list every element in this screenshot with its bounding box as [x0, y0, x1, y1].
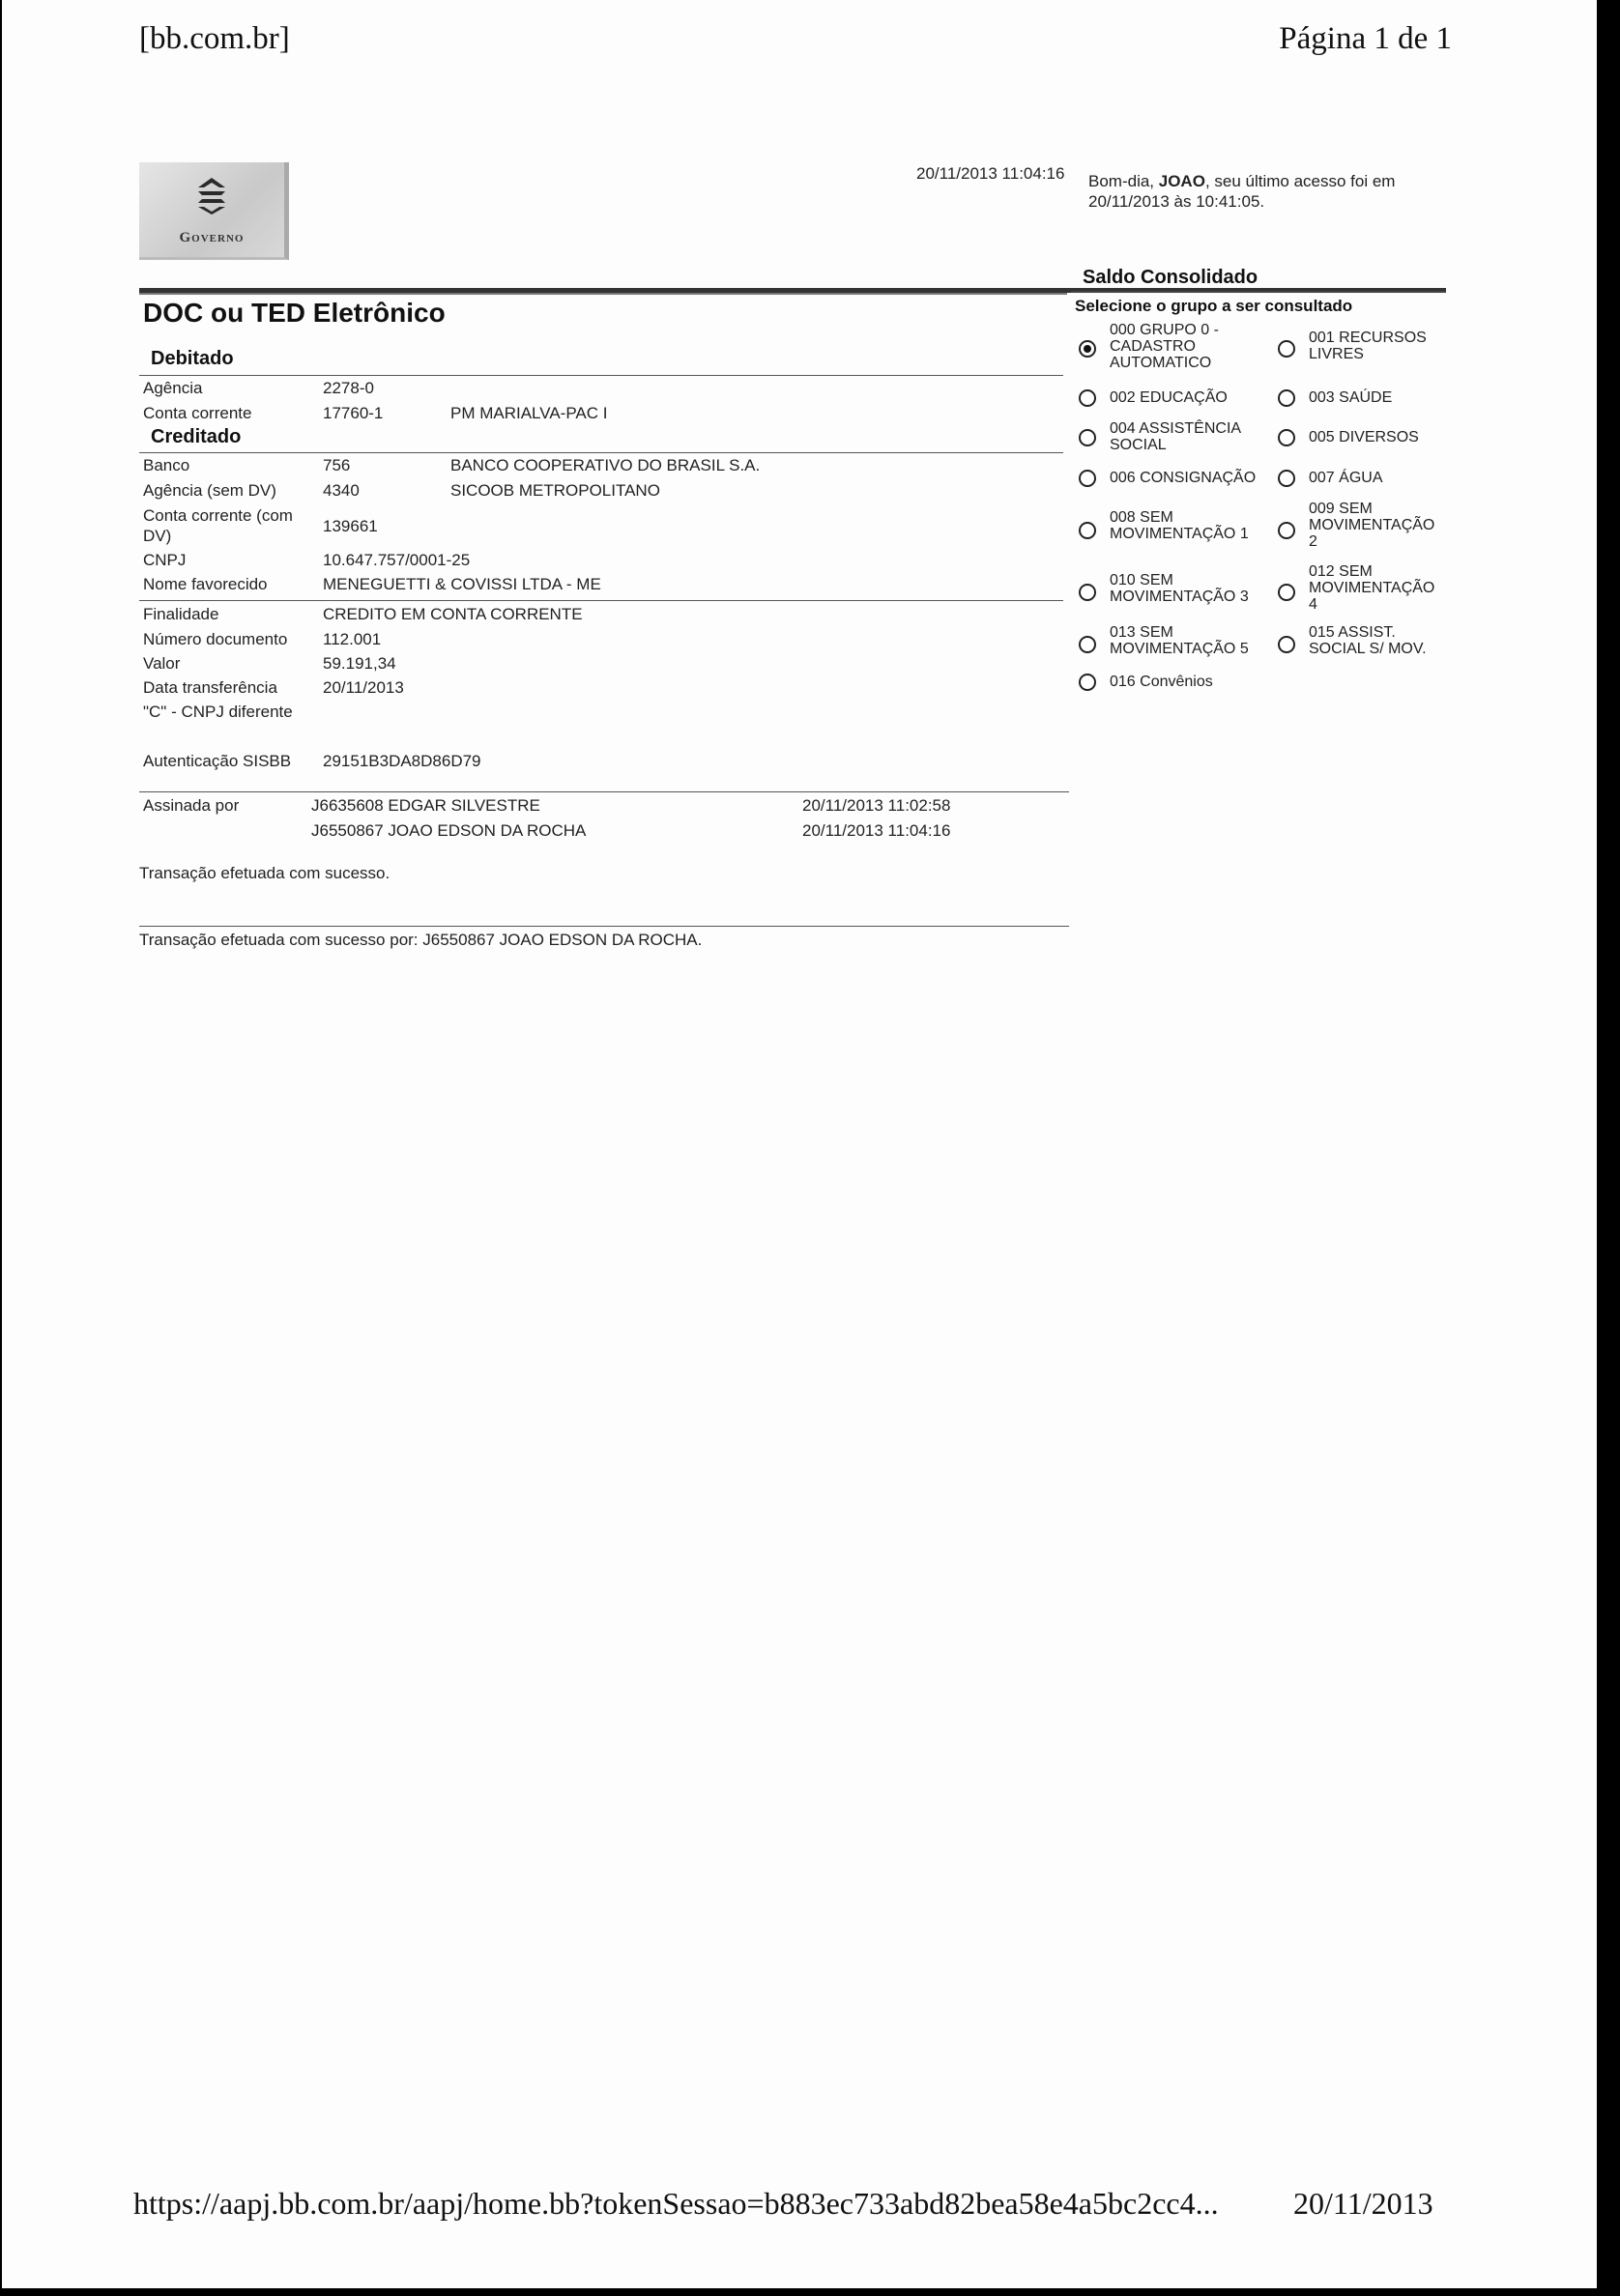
header-page-number: Página 1 de 1	[1279, 21, 1452, 56]
grupo-radio-3[interactable]	[1278, 389, 1295, 407]
creditado-agencia-value: 4340	[323, 481, 360, 500]
grupo-option-line: 012 SEM	[1309, 563, 1373, 580]
debitado-conta-label: Conta corrente	[143, 404, 252, 422]
grupo-option-label-14[interactable]	[1110, 674, 1213, 690]
sucesso-divider	[139, 926, 1069, 927]
sucesso-por-message: Transação efetuada com sucesso por: J6550867 JOAO EDSON DA ROCHA.	[139, 931, 703, 949]
greeting-post: , seu último acesso foi em 20/11/2013 às 10:41:05.	[1088, 172, 1396, 211]
grupo-radio-1[interactable]	[1278, 340, 1295, 358]
finalidade-value: CREDITO EM CONTA CORRENTE	[323, 605, 583, 623]
grupo-option-line: CADASTRO	[1110, 338, 1196, 355]
assinatura-1-data: 20/11/2013 11:02:58	[802, 796, 951, 815]
grupo-radio-5[interactable]	[1278, 429, 1295, 446]
grupo-option-line: 008 SEM	[1110, 509, 1173, 526]
header-site: [bb.com.br]	[139, 21, 290, 56]
debitado-divider	[139, 375, 1063, 376]
debitado-heading: Debitado	[151, 348, 234, 369]
sucesso-message: Transação efetuada com sucesso.	[139, 864, 391, 882]
creditado-conta-label-1: Conta corrente (com	[143, 506, 293, 525]
grupo-option-line: MOVIMENTAÇÃO 3	[1110, 588, 1249, 605]
creditado-banco-name: BANCO COOPERATIVO DO BRASIL S.A.	[450, 456, 761, 474]
grupo-option-label-3[interactable]	[1309, 389, 1392, 406]
creditado-conta-label-2: DV)	[143, 527, 172, 545]
creditado-conta-value: 139661	[323, 517, 378, 535]
debitado-agencia-value: 2278-0	[323, 379, 374, 397]
documento-value: 112.001	[323, 630, 382, 648]
grupo-option-label-10[interactable]	[1110, 572, 1249, 605]
grupo-option-line: 002 EDUCAÇÃO	[1110, 389, 1228, 406]
footer-url: https://aapj.bb.com.br/aapj/home.bb?tokenSessao=b883ec733abd82bea58e4a5bc2cc4...	[133, 2186, 1219, 2221]
grupo-option-line: 015 ASSIST.	[1309, 624, 1396, 641]
grupo-option-line: 016 Convênios	[1110, 674, 1213, 690]
grupo-option-line: LIVRES	[1309, 346, 1364, 362]
grupo-option-line: 003 SAÚDE	[1309, 389, 1393, 406]
grupo-radio-12[interactable]	[1079, 636, 1096, 653]
session-datetime: 20/11/2013 11:04:16	[916, 164, 1065, 183]
top-divider-shadow	[139, 293, 1067, 295]
grupo-option-label-8[interactable]	[1110, 509, 1249, 542]
debitado-agencia-label: Agência	[143, 379, 203, 397]
creditado-heading: Creditado	[151, 426, 242, 447]
grupo-option-line: 007 ÁGUA	[1309, 470, 1383, 486]
grupo-option-label-4[interactable]	[1110, 420, 1241, 453]
valor-value: 59.191,34	[323, 654, 396, 673]
grupo-option-line: 004 ASSISTÊNCIA	[1110, 420, 1242, 437]
footer-date: 20/11/2013	[1293, 2186, 1433, 2221]
grupo-radio-2[interactable]	[1079, 389, 1096, 407]
grupo-option-line: SOCIAL S/ MOV.	[1309, 641, 1427, 657]
debitado-conta-value: 17760-1	[323, 404, 384, 422]
documento-label: Número documento	[143, 630, 288, 648]
detalhes-divider	[139, 600, 1063, 601]
grupo-radio-9[interactable]	[1278, 522, 1295, 539]
grupo-option-line: 2	[1309, 533, 1317, 550]
grupo-option-line: 000 GRUPO 0 -	[1110, 322, 1219, 338]
form-title: DOC ou TED Eletrônico	[143, 298, 446, 328]
data-label: Data transferência	[143, 678, 277, 697]
grupo-option-label-13[interactable]	[1309, 624, 1427, 657]
saldo-title: Saldo Consolidado	[1083, 267, 1258, 288]
grupo-option-line: 013 SEM	[1110, 624, 1173, 641]
grupo-option-label-11[interactable]	[1309, 563, 1434, 613]
grupo-radio-4[interactable]	[1079, 429, 1096, 446]
grupo-option-line: 4	[1309, 596, 1317, 613]
greeting-pre: Bom-dia,	[1088, 172, 1159, 190]
creditado-banco-value: 756	[323, 456, 351, 474]
saldo-divider	[1071, 291, 1446, 293]
assinatura-2-data: 20/11/2013 11:04:16	[802, 821, 951, 840]
assinada-por-label: Assinada por	[143, 796, 240, 815]
autenticacao-value: 29151B3DA8D86D79	[323, 752, 481, 770]
autenticacao-label: Autenticação SISBB	[143, 752, 292, 770]
assinatura-1-nome: J6635608 EDGAR SILVESTRE	[311, 796, 540, 815]
finalidade-label: Finalidade	[143, 605, 219, 623]
grupo-option-line: SOCIAL	[1110, 437, 1167, 453]
assinaturas-divider	[139, 791, 1069, 792]
greeting-message	[1088, 171, 1436, 212]
grupo-option-line: MOVIMENTAÇÃO	[1309, 580, 1435, 596]
greeting-user: JOAO	[1158, 172, 1205, 190]
grupo-radio-14[interactable]	[1079, 674, 1096, 691]
grupo-option-label-5[interactable]	[1309, 429, 1419, 445]
grupo-option-line: 005 DIVERSOS	[1309, 429, 1419, 445]
grupo-option-line: AUTOMATICO	[1110, 355, 1212, 371]
governo-logo[interactable]	[139, 162, 289, 260]
grupo-radio-8[interactable]	[1079, 522, 1096, 539]
valor-label: Valor	[143, 654, 181, 673]
grupo-radio-6[interactable]	[1079, 470, 1096, 487]
assinatura-2-nome: J6550867 JOAO EDSON DA ROCHA	[311, 821, 587, 840]
creditado-divider	[139, 452, 1063, 453]
grupo-option-line: 010 SEM	[1110, 572, 1173, 588]
grupo-radio-10[interactable]	[1079, 584, 1096, 601]
grupo-option-label-2[interactable]	[1110, 389, 1228, 406]
creditado-cnpj-label: CNPJ	[143, 551, 187, 569]
grupo-radio-11[interactable]	[1278, 584, 1295, 601]
grupo-option-label-9[interactable]	[1309, 501, 1434, 550]
logo-caption: Governo	[179, 230, 245, 245]
grupo-option-line: MOVIMENTAÇÃO	[1309, 517, 1435, 533]
data-value: 20/11/2013	[323, 678, 404, 697]
grupo-radio-7[interactable]	[1278, 470, 1295, 487]
cnpj-diferente-label: "C" - CNPJ diferente	[143, 703, 293, 721]
creditado-agencia-label: Agência (sem DV)	[143, 481, 276, 500]
creditado-banco-label: Banco	[143, 456, 190, 474]
grupo-option-label-12[interactable]	[1110, 624, 1249, 657]
grupo-option-label-6[interactable]	[1110, 470, 1256, 486]
grupo-option-line: MOVIMENTAÇÃO 1	[1110, 526, 1249, 542]
grupo-option-line: MOVIMENTAÇÃO 5	[1110, 641, 1249, 657]
bb-logo-icon	[192, 176, 231, 215]
grupo-option-line: 001 RECURSOS	[1309, 330, 1427, 346]
creditado-agencia-name: SICOOB METROPOLITANO	[450, 481, 660, 500]
grupo-option-line: 006 CONSIGNAÇÃO	[1110, 470, 1257, 486]
printed-page	[2, 0, 1597, 2288]
saldo-subtitle: Selecione o grupo a ser consultado	[1075, 297, 1353, 315]
grupo-option-label-0[interactable]	[1110, 322, 1219, 371]
creditado-favorecido-label: Nome favorecido	[143, 575, 268, 593]
creditado-favorecido-value: MENEGUETTI & COVISSI LTDA - ME	[323, 575, 601, 593]
grupo-option-label-1[interactable]	[1309, 330, 1427, 362]
grupo-radio-0[interactable]	[1079, 340, 1096, 358]
grupo-option-label-7[interactable]	[1309, 470, 1382, 486]
debitado-conta-name: PM MARIALVA-PAC I	[450, 404, 608, 422]
creditado-cnpj-value: 10.647.757/0001-25	[323, 551, 471, 569]
grupo-option-line: 009 SEM	[1309, 501, 1373, 517]
grupo-radio-13[interactable]	[1278, 636, 1295, 653]
